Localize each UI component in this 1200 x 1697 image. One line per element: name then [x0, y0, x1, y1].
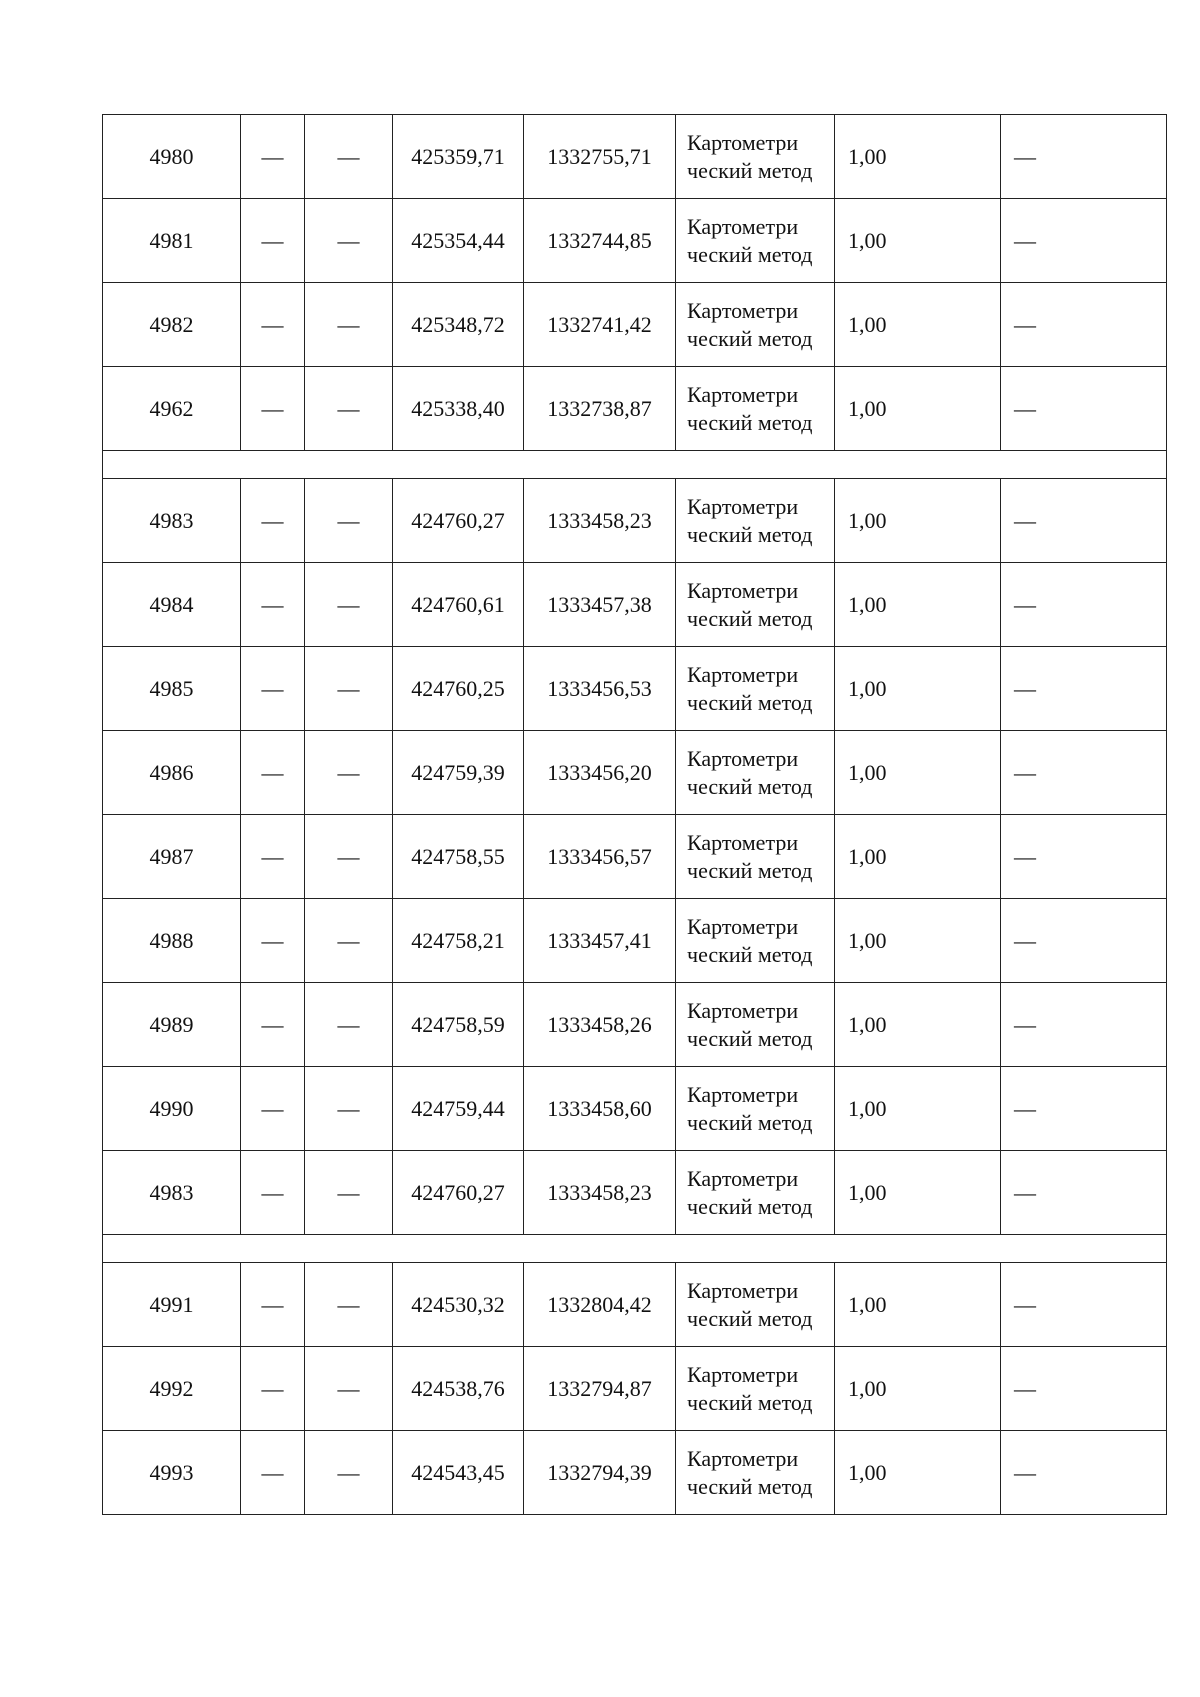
accuracy-cell: 1,00 [835, 563, 1001, 647]
table-row [103, 1431, 1167, 1515]
accuracy-cell: 1,00 [835, 199, 1001, 283]
x-coordinate-cell: 424543,45 [393, 1431, 524, 1515]
dash-cell: — [305, 1151, 393, 1235]
table-row [103, 1067, 1167, 1151]
accuracy-cell: 1,00 [835, 479, 1001, 563]
dash-cell: — [241, 983, 305, 1067]
dash-cell: — [305, 283, 393, 367]
accuracy-cell: 1,00 [835, 115, 1001, 199]
dash-cell: — [241, 563, 305, 647]
dash-cell: — [305, 199, 393, 283]
method-cell: Картометри ческий метод [676, 1151, 835, 1235]
separator-cell [103, 1235, 1167, 1263]
dash-cell: — [241, 731, 305, 815]
accuracy-cell: 1,00 [835, 1347, 1001, 1431]
dash-cell: — [1001, 1263, 1167, 1347]
table-row [103, 563, 1167, 647]
dash-cell: — [1001, 479, 1167, 563]
accuracy-cell: 1,00 [835, 1067, 1001, 1151]
x-coordinate-cell: 424760,25 [393, 647, 524, 731]
dash-cell: — [1001, 563, 1167, 647]
y-coordinate-cell: 1333458,60 [524, 1067, 676, 1151]
dash-cell: — [1001, 815, 1167, 899]
y-coordinate-cell: 1332738,87 [524, 367, 676, 451]
x-coordinate-cell: 424758,21 [393, 899, 524, 983]
table-row [103, 647, 1167, 731]
method-cell: Картометри ческий метод [676, 367, 835, 451]
point-number-cell: 4984 [103, 563, 241, 647]
dash-cell: — [1001, 647, 1167, 731]
point-number-cell: 4986 [103, 731, 241, 815]
x-coordinate-cell: 424760,27 [393, 1151, 524, 1235]
x-coordinate-cell: 425338,40 [393, 367, 524, 451]
method-cell: Картометри ческий метод [676, 983, 835, 1067]
accuracy-cell: 1,00 [835, 899, 1001, 983]
dash-cell: — [241, 283, 305, 367]
dash-cell: — [1001, 367, 1167, 451]
method-cell: Картометри ческий метод [676, 647, 835, 731]
dash-cell: — [1001, 1067, 1167, 1151]
coordinates-table [102, 114, 1167, 1515]
x-coordinate-cell: 425354,44 [393, 199, 524, 283]
dash-cell: — [305, 1067, 393, 1151]
point-number-cell: 4987 [103, 815, 241, 899]
method-cell: Картометри ческий метод [676, 1263, 835, 1347]
dash-cell: — [305, 367, 393, 451]
table-row [103, 815, 1167, 899]
point-number-cell: 4993 [103, 1431, 241, 1515]
table-row [103, 1151, 1167, 1235]
dash-cell: — [241, 1263, 305, 1347]
x-coordinate-cell: 424759,39 [393, 731, 524, 815]
method-cell: Картометри ческий метод [676, 283, 835, 367]
table-body [103, 115, 1167, 1515]
x-coordinate-cell: 424759,44 [393, 1067, 524, 1151]
table-separator-row [103, 451, 1167, 479]
dash-cell: — [241, 367, 305, 451]
dash-cell: — [241, 647, 305, 731]
dash-cell: — [305, 731, 393, 815]
dash-cell: — [305, 647, 393, 731]
dash-cell: — [1001, 731, 1167, 815]
y-coordinate-cell: 1332741,42 [524, 283, 676, 367]
y-coordinate-cell: 1332794,87 [524, 1347, 676, 1431]
table-row [103, 983, 1167, 1067]
method-cell: Картометри ческий метод [676, 199, 835, 283]
point-number-cell: 4989 [103, 983, 241, 1067]
dash-cell: — [305, 563, 393, 647]
dash-cell: — [1001, 283, 1167, 367]
y-coordinate-cell: 1333456,53 [524, 647, 676, 731]
dash-cell: — [1001, 1347, 1167, 1431]
y-coordinate-cell: 1333458,26 [524, 983, 676, 1067]
method-cell: Картометри ческий метод [676, 115, 835, 199]
point-number-cell: 4992 [103, 1347, 241, 1431]
x-coordinate-cell: 425359,71 [393, 115, 524, 199]
dash-cell: — [241, 1347, 305, 1431]
table-row [103, 899, 1167, 983]
method-cell: Картометри ческий метод [676, 479, 835, 563]
table-separator-row [103, 1235, 1167, 1263]
dash-cell: — [1001, 983, 1167, 1067]
method-cell: Картометри ческий метод [676, 1067, 835, 1151]
point-number-cell: 4980 [103, 115, 241, 199]
accuracy-cell: 1,00 [835, 1431, 1001, 1515]
point-number-cell: 4991 [103, 1263, 241, 1347]
dash-cell: — [1001, 115, 1167, 199]
point-number-cell: 4981 [103, 199, 241, 283]
method-cell: Картометри ческий метод [676, 563, 835, 647]
dash-cell: — [241, 479, 305, 563]
separator-cell [103, 451, 1167, 479]
table-row [103, 367, 1167, 451]
y-coordinate-cell: 1333456,20 [524, 731, 676, 815]
x-coordinate-cell: 424758,59 [393, 983, 524, 1067]
y-coordinate-cell: 1333458,23 [524, 1151, 676, 1235]
dash-cell: — [305, 1263, 393, 1347]
x-coordinate-cell: 424530,32 [393, 1263, 524, 1347]
x-coordinate-cell: 425348,72 [393, 283, 524, 367]
table-row [103, 115, 1167, 199]
y-coordinate-cell: 1332744,85 [524, 199, 676, 283]
dash-cell: — [1001, 199, 1167, 283]
dash-cell: — [241, 1067, 305, 1151]
method-cell: Картометри ческий метод [676, 899, 835, 983]
y-coordinate-cell: 1332794,39 [524, 1431, 676, 1515]
dash-cell: — [305, 115, 393, 199]
accuracy-cell: 1,00 [835, 1151, 1001, 1235]
table-row [103, 731, 1167, 815]
x-coordinate-cell: 424760,61 [393, 563, 524, 647]
dash-cell: — [241, 1431, 305, 1515]
dash-cell: — [241, 899, 305, 983]
y-coordinate-cell: 1333457,41 [524, 899, 676, 983]
point-number-cell: 4983 [103, 1151, 241, 1235]
dash-cell: — [305, 983, 393, 1067]
dash-cell: — [305, 1347, 393, 1431]
x-coordinate-cell: 424760,27 [393, 479, 524, 563]
dash-cell: — [241, 1151, 305, 1235]
dash-cell: — [305, 815, 393, 899]
dash-cell: — [305, 1431, 393, 1515]
accuracy-cell: 1,00 [835, 1263, 1001, 1347]
accuracy-cell: 1,00 [835, 367, 1001, 451]
dash-cell: — [305, 479, 393, 563]
accuracy-cell: 1,00 [835, 815, 1001, 899]
method-cell: Картометри ческий метод [676, 815, 835, 899]
method-cell: Картометри ческий метод [676, 731, 835, 815]
x-coordinate-cell: 424758,55 [393, 815, 524, 899]
table-row [103, 283, 1167, 367]
dash-cell: — [1001, 899, 1167, 983]
table-row [103, 1263, 1167, 1347]
table-row [103, 1347, 1167, 1431]
dash-cell: — [241, 815, 305, 899]
method-cell: Картометри ческий метод [676, 1347, 835, 1431]
y-coordinate-cell: 1332755,71 [524, 115, 676, 199]
accuracy-cell: 1,00 [835, 983, 1001, 1067]
point-number-cell: 4985 [103, 647, 241, 731]
y-coordinate-cell: 1333458,23 [524, 479, 676, 563]
point-number-cell: 4988 [103, 899, 241, 983]
table-row [103, 199, 1167, 283]
dash-cell: — [1001, 1151, 1167, 1235]
dash-cell: — [241, 199, 305, 283]
method-cell: Картометри ческий метод [676, 1431, 835, 1515]
y-coordinate-cell: 1333456,57 [524, 815, 676, 899]
table-row [103, 479, 1167, 563]
point-number-cell: 4983 [103, 479, 241, 563]
x-coordinate-cell: 424538,76 [393, 1347, 524, 1431]
accuracy-cell: 1,00 [835, 647, 1001, 731]
dash-cell: — [305, 899, 393, 983]
dash-cell: — [241, 115, 305, 199]
point-number-cell: 4962 [103, 367, 241, 451]
accuracy-cell: 1,00 [835, 283, 1001, 367]
y-coordinate-cell: 1333457,38 [524, 563, 676, 647]
point-number-cell: 4990 [103, 1067, 241, 1151]
point-number-cell: 4982 [103, 283, 241, 367]
y-coordinate-cell: 1332804,42 [524, 1263, 676, 1347]
accuracy-cell: 1,00 [835, 731, 1001, 815]
dash-cell: — [1001, 1431, 1167, 1515]
